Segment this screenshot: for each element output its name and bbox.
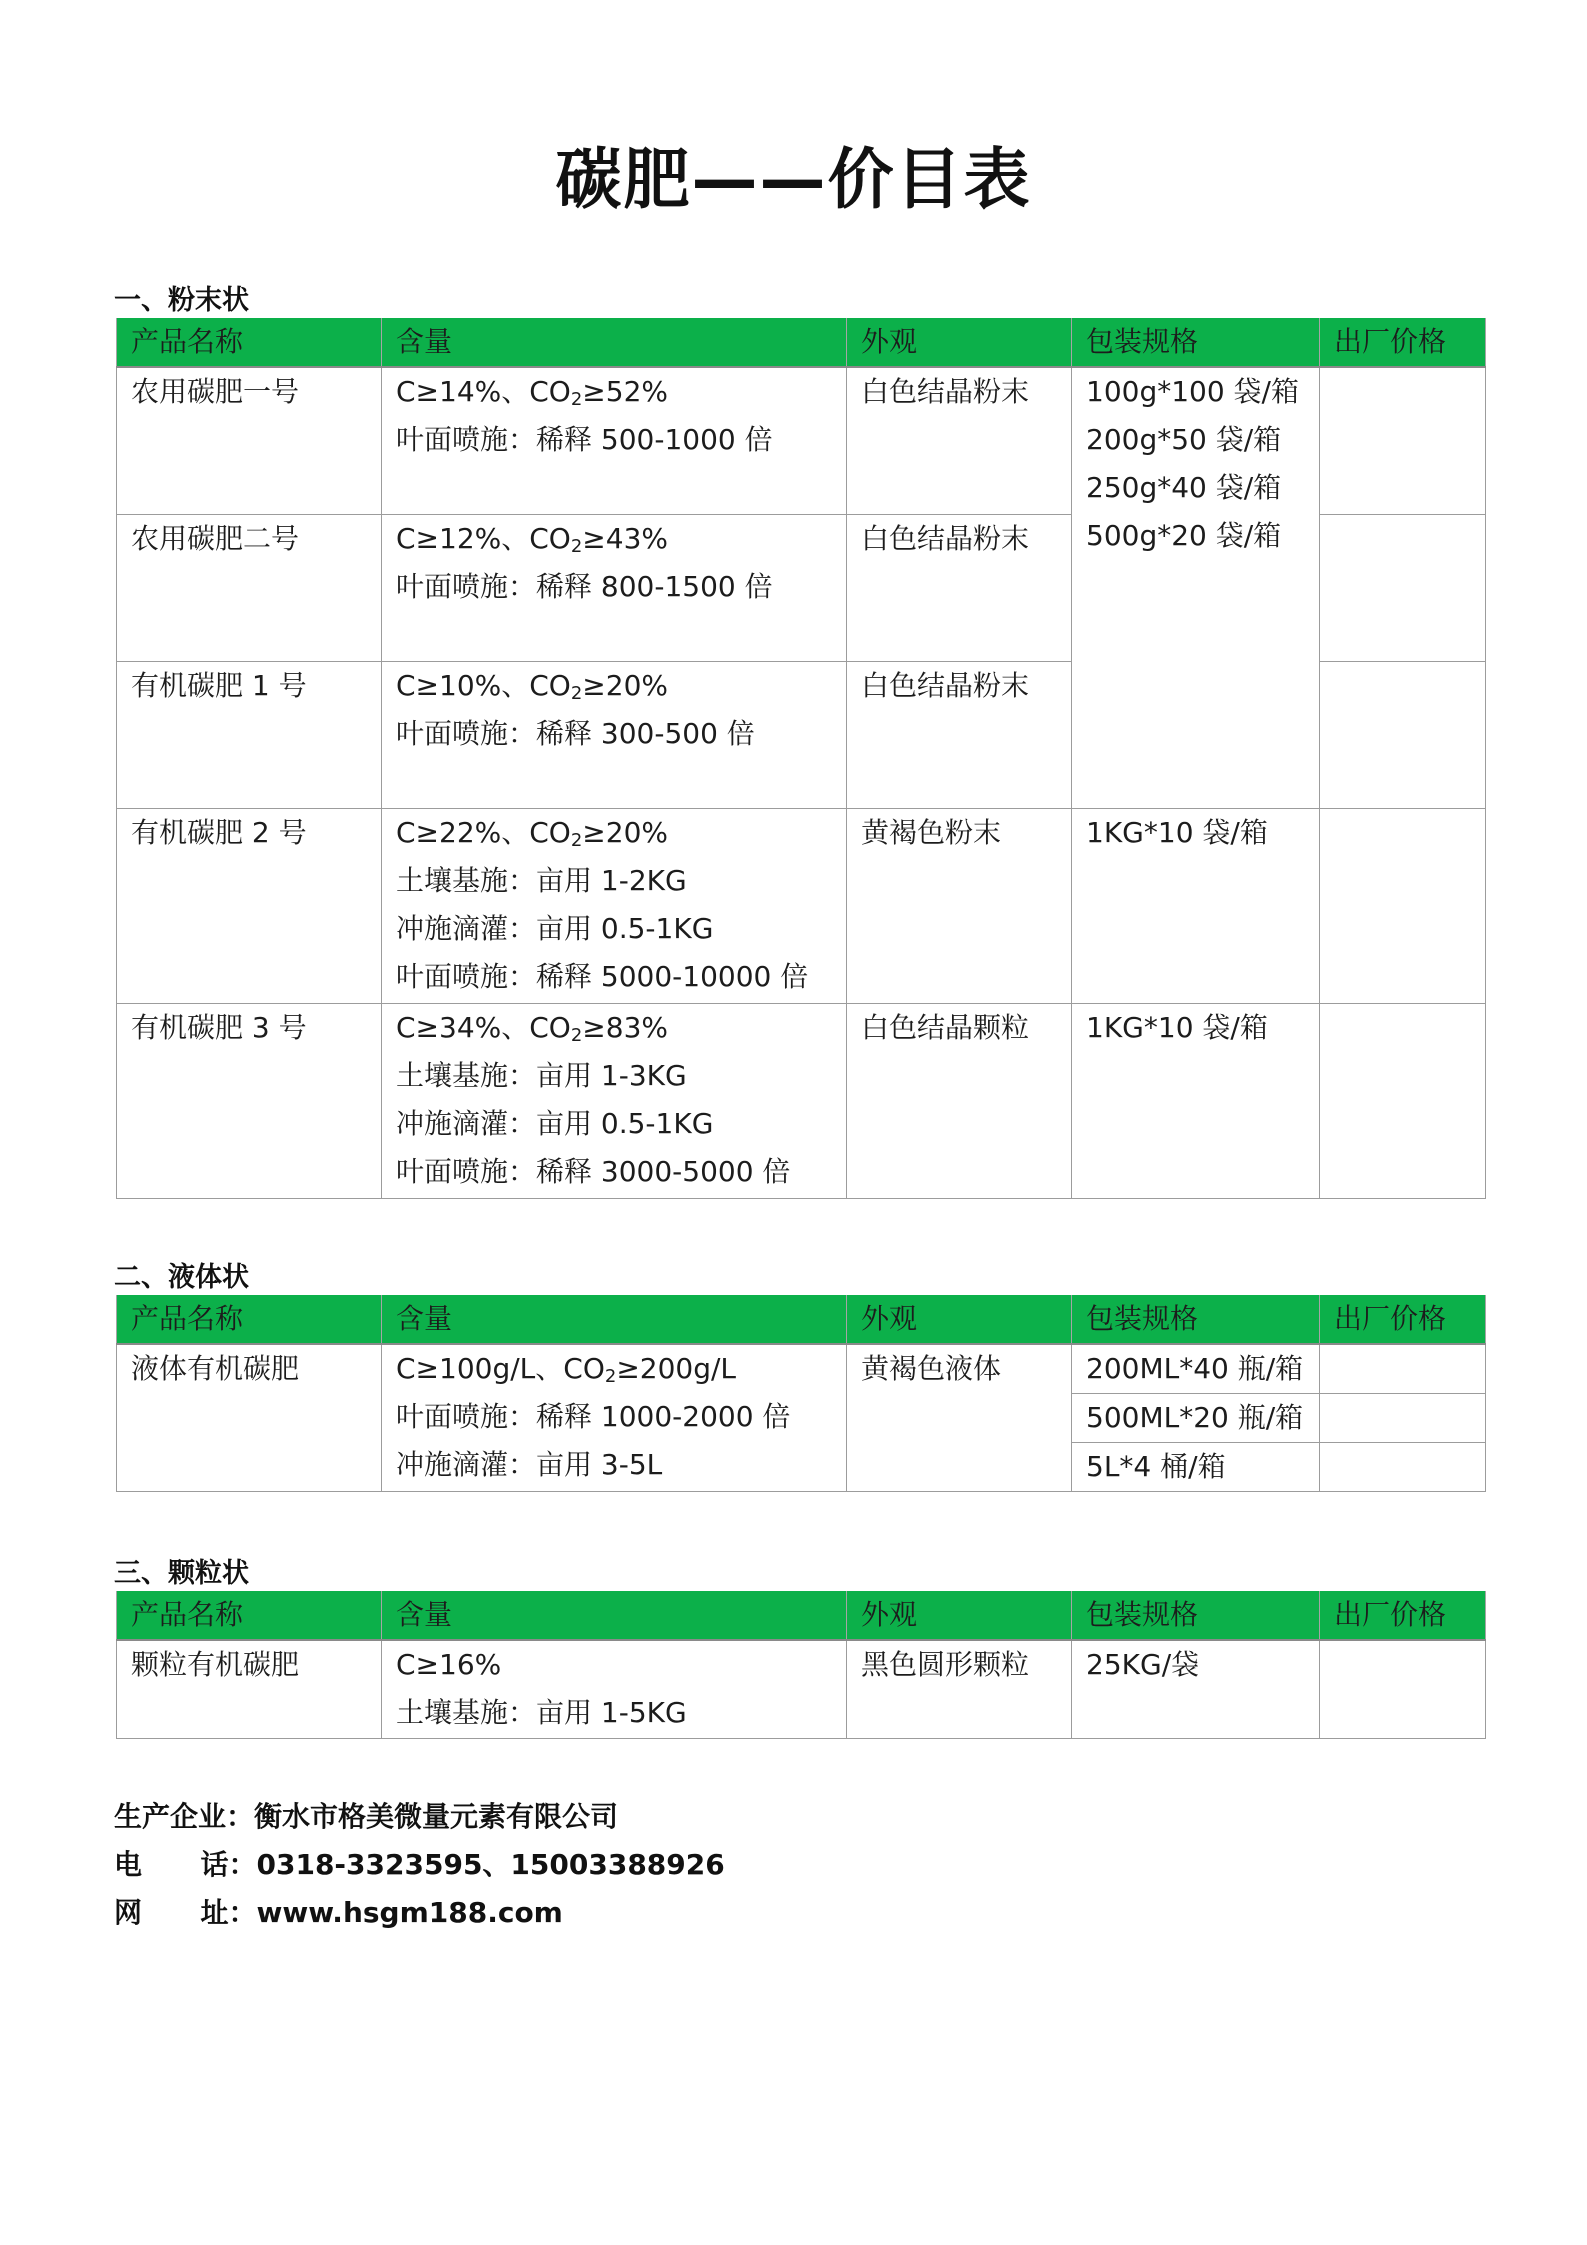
phone-label: 电 话：: [114, 1848, 257, 1881]
product-content: C≥12%、$CO_2\ge 43\%$ 叶面喷施：稀释 800-1500 倍: [382, 514, 847, 661]
table-row: [117, 808, 1486, 1003]
section-heading-liquid: 二、液体状: [114, 1262, 249, 1293]
table-header-row: [117, 318, 1486, 367]
product-name: 液体有机碳肥: [117, 1344, 382, 1492]
company-line: 生产企业：衡水市格美微量元素有限公司: [114, 1800, 619, 1833]
phone-value: 0318-3323595、15003388926: [256, 1848, 725, 1881]
price-cell: [1320, 1344, 1486, 1394]
product-packing: 25KG/袋: [1072, 1640, 1320, 1738]
price-cell: [1320, 1003, 1486, 1198]
section-heading-granule: 三、颗粒状: [114, 1558, 249, 1589]
col-header-name: 产品名称: [117, 318, 382, 367]
powder-price-table: [116, 318, 1486, 1199]
col-header-packing: 包装规格: [1072, 1591, 1320, 1640]
granule-price-table: [116, 1591, 1486, 1739]
col-header-price: 出厂价格: [1320, 1295, 1486, 1344]
col-header-packing: 包装规格: [1072, 318, 1320, 367]
price-cell: [1320, 514, 1486, 661]
product-packing: 200ML*40 瓶/箱: [1072, 1344, 1320, 1394]
col-header-appearance: 外观: [847, 1295, 1072, 1344]
price-cell: [1320, 1394, 1486, 1443]
price-cell: [1320, 1443, 1486, 1492]
product-content: C≥22%、$CO_2\ge 20\%$ 土壤基施：亩用 1-2KG 冲施滴灌：亩用 0.5-1KG 叶面喷施：稀释 5000-10000 倍: [382, 808, 847, 1003]
col-header-content: 含量: [382, 1591, 847, 1640]
product-name: 农用碳肥一号: [117, 367, 382, 514]
website-link[interactable]: www.hsgm188.com: [256, 1896, 563, 1929]
col-header-price: 出厂价格: [1320, 1591, 1486, 1640]
price-cell: [1320, 1640, 1486, 1738]
table-row: [117, 1344, 1486, 1394]
product-content: C≥100g/L、$CO_2\ge 200g/L$ 叶面喷施：稀释 1000-2000 倍 冲施滴灌：亩用 3-5L: [382, 1344, 847, 1492]
product-name: 农用碳肥二号: [117, 514, 382, 661]
product-appearance: 黄褐色液体: [847, 1344, 1072, 1492]
product-packing: 1KG*10 袋/箱: [1072, 1003, 1320, 1198]
product-packing: 5L*4 桶/箱: [1072, 1443, 1320, 1492]
col-header-name: 产品名称: [117, 1591, 382, 1640]
col-header-packing: 包装规格: [1072, 1295, 1320, 1344]
product-appearance: 黄褐色粉末: [847, 808, 1072, 1003]
col-header-content: 含量: [382, 318, 847, 367]
product-appearance: 白色结晶粉末: [847, 367, 1072, 514]
table-row: [117, 1640, 1486, 1738]
phone-line: [114, 1843, 725, 1883]
website-label: 网 址：: [114, 1896, 257, 1929]
product-appearance: 白色结晶粉末: [847, 661, 1072, 808]
product-appearance: 白色结晶颗粒: [847, 1003, 1072, 1198]
liquid-price-table: [116, 1295, 1486, 1492]
product-name: 有机碳肥 1 号: [117, 661, 382, 808]
col-header-appearance: 外观: [847, 318, 1072, 367]
product-appearance: 白色结晶粉末: [847, 514, 1072, 661]
page-title: 碳肥——价目表: [555, 141, 1032, 218]
product-name: 有机碳肥 2 号: [117, 808, 382, 1003]
price-cell: [1320, 808, 1486, 1003]
shared-packing: 100g*100 袋/箱 200g*50 袋/箱 250g*40 袋/箱 500g*20 袋/箱: [1072, 367, 1320, 808]
product-content: C≥14%、$CO_2\ge 52\%$ 叶面喷施：稀释 500-1000 倍: [382, 367, 847, 514]
table-header-row: [117, 1591, 1486, 1640]
col-header-price: 出厂价格: [1320, 318, 1486, 367]
product-content: C≥34%、$CO_2\ge 83\%$ 土壤基施：亩用 1-3KG 冲施滴灌：亩用 0.5-1KG 叶面喷施：稀释 3000-5000 倍: [382, 1003, 847, 1198]
table-row: [117, 1003, 1486, 1198]
col-header-appearance: 外观: [847, 1591, 1072, 1640]
product-content: C≥16% 土壤基施：亩用 1-5KG: [382, 1640, 847, 1738]
product-name: 颗粒有机碳肥: [117, 1640, 382, 1738]
section-heading-powder: 一、粉末状: [114, 285, 249, 316]
product-appearance: 黑色圆形颗粒: [847, 1640, 1072, 1738]
table-row: [117, 367, 1486, 514]
price-cell: [1320, 661, 1486, 808]
table-header-row: [117, 1295, 1486, 1344]
price-cell: [1320, 367, 1486, 514]
product-packing: 500ML*20 瓶/箱: [1072, 1394, 1320, 1443]
website-line: [114, 1891, 563, 1931]
product-name: 有机碳肥 3 号: [117, 1003, 382, 1198]
product-content: C≥10%、$CO_2\ge 20\%$ 叶面喷施：稀释 300-500 倍: [382, 661, 847, 808]
product-packing: 1KG*10 袋/箱: [1072, 808, 1320, 1003]
col-header-content: 含量: [382, 1295, 847, 1344]
col-header-name: 产品名称: [117, 1295, 382, 1344]
